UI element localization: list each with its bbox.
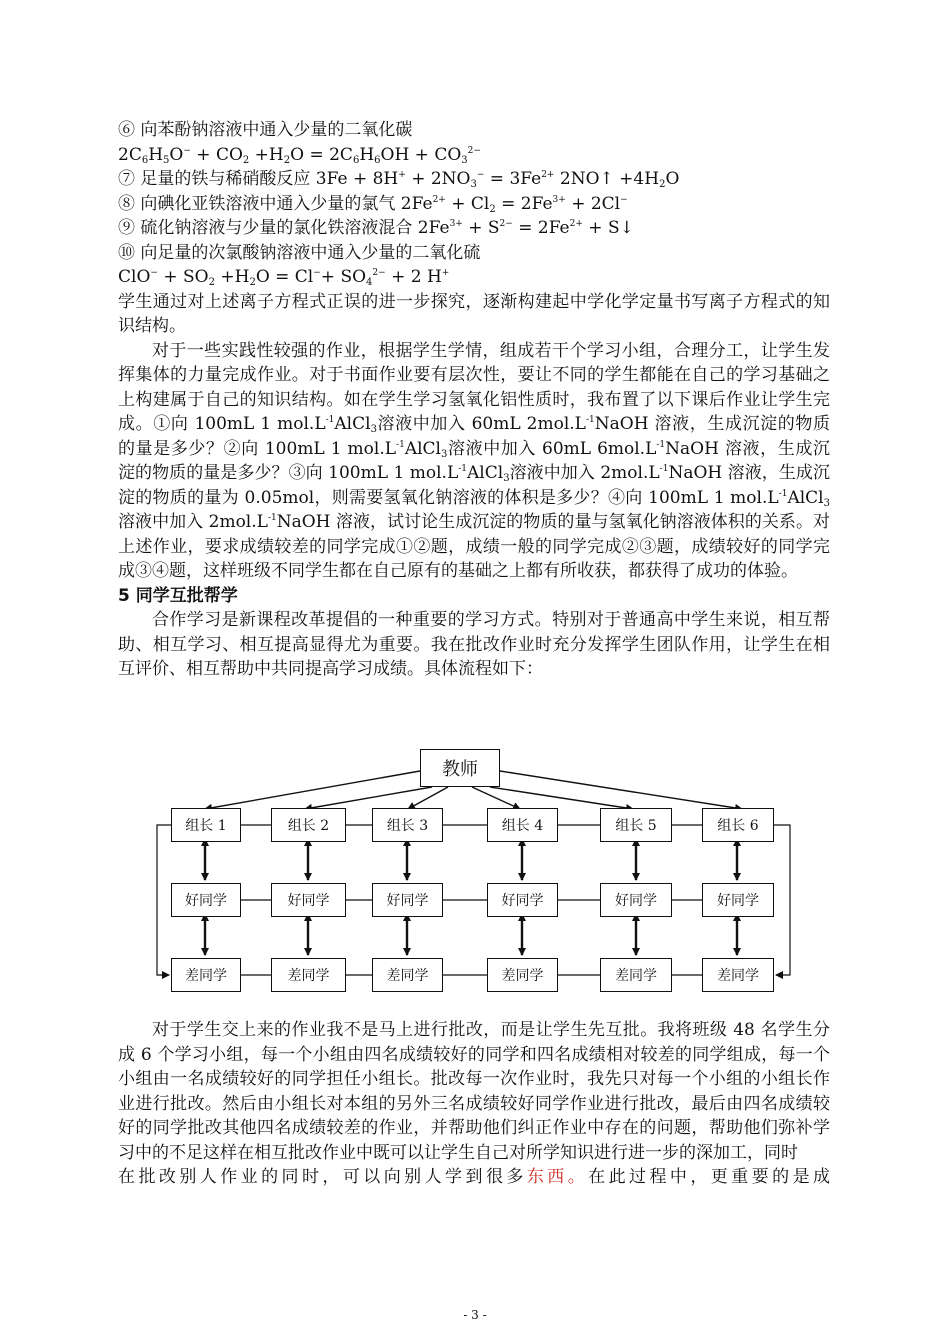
tail-text-a: 在批改别人作业的同时，可以向别人学到很多 (118, 1167, 527, 1187)
poor-student-box-2: 差同学 (271, 958, 346, 992)
good-student-box-3: 好同学 (372, 883, 443, 917)
teacher-box: 教师 (420, 749, 500, 787)
poor-student-box-1: 差同学 (171, 958, 241, 992)
poor-student-box-6: 差同学 (702, 958, 774, 992)
poor-student-box-3: 差同学 (372, 958, 443, 992)
equation-8: ⑧ 向碘化亚铁溶液中通入少量的氯气 $2Fe^{2+} + Cl_2 = 2Fe^{3+} + 2Cl^-$ (118, 193, 628, 215)
equation-10: $ClO^- + SO_2 +H_2O = Cl^-+ SO_4^{2-} + 2$ H+ (118, 267, 450, 288)
double-arrows-leader-good (205, 845, 737, 880)
equation-7: ⑦ 足量的铁与稀硝酸反应 $3Fe + 8H^+ + 2NO_3^- = 3Fe^{2+}$ 2NO↑ $+4H_2O$ (118, 169, 680, 190)
double-arrows-good-poor (205, 920, 737, 955)
peer-review-flowchart (150, 747, 810, 1002)
good-student-box-6: 好同学 (702, 883, 774, 917)
paragraph-peer-review: 对于学生交上来的作业我不是马上进行批改，而是让学生先互批。我将班级 48 名学生分成 6 个学习小组，每一个小组由四名成绩较好的同学和四名成绩相对较差的同学组成，每一个小组由一名成绩较好的同学担任小组长。批改每一次作业时，我先只对每一个小组的小组长作业进行批改。然后由小组长对本组的另外三名成绩较好同学作业进行批改，最后由四名成绩较好的同学批改其他四名成绩较差的作业，并帮助他们纠正作业中存在的问题，帮助他们弥补学习中的不足这样在相互批改作业中既可以让学生自己对所学知识进行进一步的深加工，同时 (118, 1020, 830, 1163)
equation-10-title: ⑩ 向足量的次氯酸钠溶液中通入少量的二氧化硫 (118, 242, 481, 263)
page-content-lower (118, 1018, 830, 1190)
highlighted-word: 东西。 (526, 1167, 589, 1187)
good-student-box-5: 好同学 (600, 883, 672, 917)
equation-6: $2C_6H_5O^- + CO_2 +H_2O = 2C_6H_6OH + CO_3^{2-}$ (118, 144, 481, 166)
paragraph-peer-review-tail (118, 1165, 830, 1190)
left-loop-arrow (157, 825, 171, 975)
arrow-teacher-to-leader-1 (205, 771, 420, 809)
poor-student-box-5: 差同学 (600, 958, 672, 992)
paragraph-layered-homework: 对于一些实践性较强的作业，根据学生学情，组成若干个学习小组，合理分工，让学生发挥集体的力量完成作业。对于书面作业要有层次性，要让不同的学生都能在自己的学习基础之上构建属于自己的知识结构。如在学生学习氢氧化铝性质时，我布置了以下课后作业让学生完成。①向 100mL 1 $mol.L^{-1}AlCl_3$溶液中加入 60mL $2mol.L^{-1}NaOH$ 溶液，生成沉淀的物质的量是多少？②向 100mL 1 $mol.L^{-1}AlCl_3$溶液中加入 60mL $6mol.L^{-1}NaOH$ 溶液，生成沉淀的物质的量是多少？③向 100mL 1 $mol.L^{-1}AlCl_3$溶液中加入 $2mol.L^{-1}NaOH$ 溶液，生成沉淀的物质的量为 0.05mol，则需要氢氧化钠溶液的体积是多少？④向 100mL 1 $mol.L^{-1}AlCl_3$溶液中加入 $2mol.L^{-1}NaOH$ 溶液，试讨论生成沉淀的物质的量与氢氧化钠溶液体积的关系。对上述作业，要求成绩较差的同学完成①②题，成绩一般的同学完成②③题，成绩较好的同学完成③④题，这样班级不同学生都在自己原有的基础之上都有所收获，都获得了成功的体验。 (118, 340, 830, 581)
poor-student-box-4: 差同学 (487, 958, 558, 992)
page-number: - 3 - (463, 1308, 487, 1322)
right-loop-arrow (774, 825, 790, 975)
good-student-box-1: 好同学 (171, 883, 241, 917)
section-heading: 5 同学互批帮学 (118, 585, 238, 606)
leader-box-4: 组长 4 (487, 808, 558, 842)
paragraph-cooperative-learning: 合作学习是新课程改革提倡的一种重要的学习方式。特别对于普通高中学生来说，相互帮助、相互学习、相互提高显得尤为重要。我在批改作业时充分发挥学生团队作用，让学生在相互评价、相互帮助中共同提高学习成绩。具体流程如下： (118, 610, 830, 679)
leader-box-6: 组长 6 (702, 808, 774, 842)
arrow-teacher-to-leader-6 (500, 771, 742, 809)
equation-9: ⑨ 硫化钠溶液与少量的氯化铁溶液混合 $2Fe^{3+} + S^{2-} = 2Fe^{2+}$ + S↓ (118, 218, 634, 238)
tail-text-b: 在此过程中，更重要的是成 (588, 1167, 831, 1187)
equation-6-title: ⑥ 向苯酚钠溶液中通入少量的二氧化碳 (118, 120, 413, 140)
page-content (118, 118, 830, 682)
leader-box-3: 组长 3 (372, 808, 443, 842)
good-student-box-2: 好同学 (271, 883, 346, 917)
paragraph-knowledge-structure: 学生通过对上述离子方程式正误的进一步探究，逐渐构建起中学化学定量书写离子方程式的知识结构。 (118, 291, 830, 336)
leader-box-5: 组长 5 (600, 808, 672, 842)
leader-box-2: 组长 2 (271, 808, 346, 842)
good-student-box-4: 好同学 (487, 883, 558, 917)
leader-box-1: 组长 1 (171, 808, 241, 842)
